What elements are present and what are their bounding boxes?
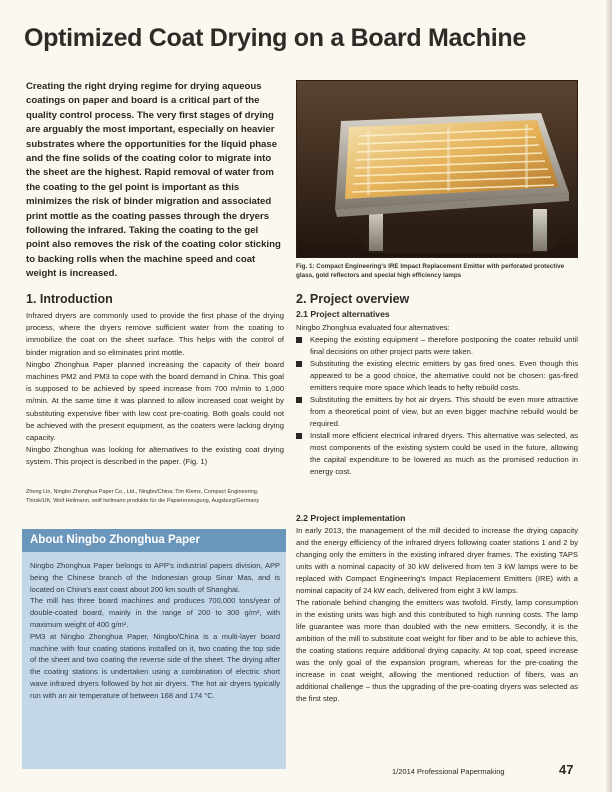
about-paragraph: Ningbo Zhonghua Paper belongs to APP's industrial papers division, APP being the Chinese branch of the Indonesian group Sinar Mas, and is located on China's east coast about 200 km south of Shanghai.: [30, 561, 280, 594]
section-heading-project-overview: 2. Project overview: [296, 292, 410, 306]
author-affiliations: Zheng Lin, Ningbo Zhonghua Paper Co., Ltd., Ningbo/China; Tim Klemz, Compact Engineering, Thirsk/UK; Wolf Heilmann, wolf heilmann produkte für die Papiererzeugung, Augsburg/Germany: [26, 489, 260, 504]
list-item-text: Install more efficient electrical infrared dryers. This alternative was selected, as most components of the existing system could be used in the future, allowing the capital expenditure to be lowered as much as the promised reduction in energy cost.: [310, 431, 578, 476]
about-box-title: About Ningbo Zhonghua Paper: [30, 534, 200, 546]
list-item: [296, 334, 578, 358]
square-bullet-icon: [296, 361, 302, 367]
subheading-project-implementation: 2.2 Project implementation: [296, 513, 406, 523]
section-heading-introduction: 1. Introduction: [26, 292, 113, 306]
issue-label: 1/2014: [392, 767, 415, 776]
figure-1-photo: [296, 80, 578, 258]
subheading-project-alternatives: 2.1 Project alternatives: [296, 309, 390, 319]
emitter-illustration: [297, 81, 578, 258]
intro-paragraph: Ningbo Zhonghua Paper planned increasing the capacity of their board machines PM2 and PM3 to cope with the board demand in China. This goal is supposed to be achieved by speed increase from 700 m/min to 1,000 m/min. At the same time it was planned to allow increased coat weight by substituting expensive fiber with low cost pre-coating. Both goals could not be achieved with the present equipment, as the coaters were lacking drying capacity.: [26, 359, 284, 443]
implementation-body: [296, 525, 578, 705]
alternatives-body: [296, 322, 578, 478]
page-edge-shadow: [606, 0, 612, 792]
figure-caption: Fig. 1: Compact Engineering's IRE Impact Replacement Emitter with perforated protective glass, gold reflectors and special high efficiency lamps: [296, 263, 565, 279]
introduction-body: [26, 310, 284, 469]
list-item-text: Keeping the existing equipment – therefore postponing the coater rebuild until final decisions on other project parts were taken.: [310, 335, 578, 356]
list-item-text: Substituting the existing electric emitters by gas fired ones. Even though this appeared to be a good choice, the alternative could not be chosen: gas-fired emitters require more space which leads to hefty rebuild costs.: [310, 359, 578, 392]
journal-name: Professional Papermaking: [417, 767, 505, 776]
lead-paragraph: [26, 80, 284, 282]
square-bullet-icon: [296, 337, 302, 343]
square-bullet-icon: [296, 397, 302, 403]
intro-paragraph: Ningbo Zhonghua was looking for alternatives to the existing coat drying system. This project is described in the paper. (Fig. 1): [26, 445, 284, 467]
lead-text: Creating the right drying regime for drying aqueous coatings on paper and board is a critical part of the quality control process. The very first stages of drying are arguably the most important, especially on heavier substrates where the opportunities for the liquid phase and the fine solids of the coating color to migrate into the sheet are the highest. Rapid removal of water from the coating to the gel point is important as this minimizes the risk of binder migration and associated print mottle as the coating passes through the dryers following the infrared. Taking the coating to the gel point also removes the risk of the coating color sticking to backing rolls when the machine speed and coat weight is increased.: [26, 81, 281, 280]
about-sidebar-box: [22, 529, 286, 769]
implementation-paragraph: In early 2013, the management of the mill decided to increase the drying capacity and the energy efficiency of the infrared dryers following coater stations 1 and 2 by changing only the emitters in the existing infrared dryer frames. The existing TAPS units with a nominal capacity of 30 kW delivered from ten 3 kW lamps were to be replaced with Compact Engineering's Impact Replacement Emitters (IRE) with a nominal capacity of 24 kW each, delivered from eight 3 kW lamps.: [296, 526, 578, 595]
page-number: 47: [559, 762, 574, 777]
implementation-paragraph: The rationale behind changing the emitters was twofold. Firstly, lamp consumption in the existing units was high and this contributed to high running costs. The lamp life guarantee was more than doubled with the new emitters. Secondly, it is the ambition of the mill to substitute coat weight for fiber and to be able to achieve this, the coating stations require additional drying capacity. At top coat, speed increase was the only goal of the expansion program, whereas for the pre-coating the increase in coat weight, allowing the mentioned reduction of fibers, was an additional challenge – thus the upgrading of the pre-coating dryers was selected as the first step.: [296, 598, 578, 703]
intro-paragraph: Infrared dryers are commonly used to provide the first phase of the drying process, where the dryers remove sufficient water from the coating to immobilize the coat on the sheet surface. This helps with the control of binder migration and so eliminates print mottle.: [26, 311, 284, 357]
alternatives-intro: Ningbo Zhonghua evaluated four alternatives:: [296, 323, 450, 332]
page-footer: [392, 767, 505, 776]
about-paragraph: PM3 at Ningbo Zhonghua Paper, Ningbo/China is a multi-layer board machine with four coating stations installed on it, two coating the top side of the sheet and two coating the reverse side of the sheet. The drying after the coating stations is undertaken using a combination of electric short wave infrared dryers followed by hot air dryers. The hot air dryers typically run with an air temperature of between 168 and 174 °C.: [30, 631, 280, 700]
list-item: [296, 394, 578, 430]
list-item: [296, 430, 578, 478]
alternatives-list: [296, 334, 578, 478]
list-item: [296, 358, 578, 394]
about-paragraph: The mill has three board machines and produces 700,000 tons/year of double-coated board, mainly in the range of 200 to 300 g/m², with maximum weight of 400 g/m².: [30, 596, 280, 629]
square-bullet-icon: [296, 433, 302, 439]
list-item-text: Substituting the emitters by hot air dryers. This should be even more attractive from a theoretical point of view, but an even bigger machine rebuild would be required.: [310, 395, 578, 428]
about-box-header: [22, 529, 286, 552]
about-box-body: [30, 560, 280, 702]
article-title: Optimized Coat Drying on a Board Machine: [24, 24, 526, 52]
